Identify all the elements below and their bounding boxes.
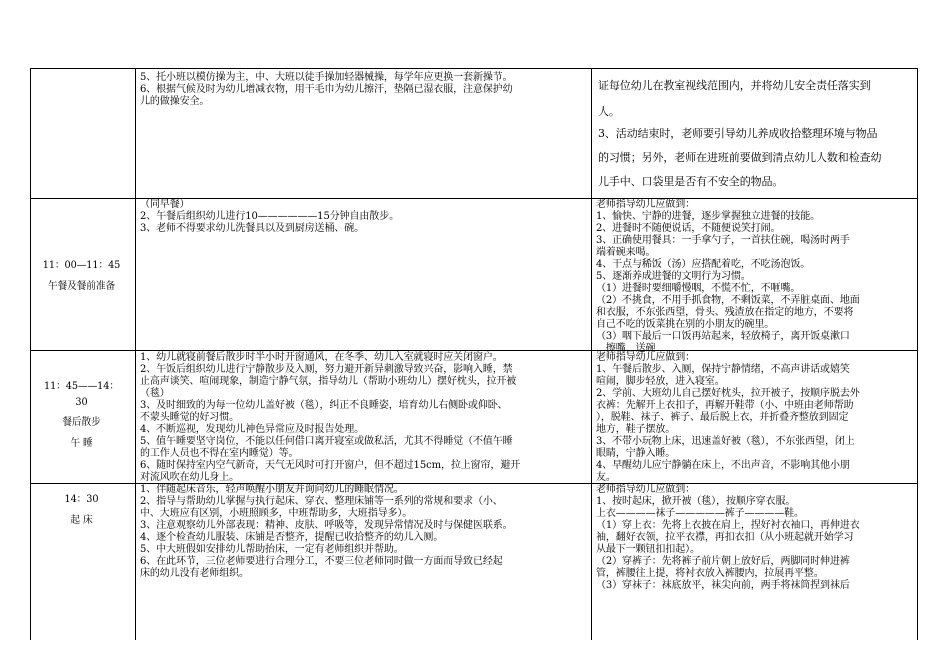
text-line: 自己不吃的饭菜挑在别的小朋友的碗里。 — [596, 319, 775, 330]
text-line: （1）进餐时要细嚼慢咽，不慌不忙，不咂嘴。 — [596, 283, 801, 294]
text-line: 的工作人员也不得在室内睡觉）等。 — [140, 448, 299, 459]
time-range: 11：45——14： — [44, 381, 119, 392]
text-line: 2、午饭后组织幼儿进行宁静散步及入厕，努力避开新异刺激导致兴奋，影响入睡，禁 — [140, 364, 513, 375]
text-line: 2、进餐时不随便说话，不随便说笑打闹。 — [596, 223, 781, 234]
text-line: ，擦嘴，送碗 — [596, 343, 656, 354]
text-line: 老师指导幼儿应做到： — [596, 352, 695, 363]
time-range: 11：00—11：45 — [42, 260, 121, 271]
text-line: 老师指导幼儿应做到： — [596, 484, 695, 495]
text-line: 5、中大班假如安排幼儿帮助抬床，一定有老师组织并帮助。 — [140, 544, 404, 555]
text-line: 证每位幼儿在教室视线范围内，并将幼儿安全责任落实到 — [598, 79, 871, 92]
text-line: 5、逐渐养成进餐的文明行为习惯。 — [596, 271, 751, 282]
text-line: 眼睛，宁静入睡。 — [596, 448, 676, 459]
text-line: 5、值午睡要坚守岗位，不能以任何借口离开寝室或做私活，尤其不得睡觉（不值午睡 — [140, 436, 513, 447]
text-line: 3、老师不得要求幼儿洗餐具以及到厨房送桶、碗。 — [140, 223, 365, 234]
text-line: 3、活动结束时，老师要引导幼儿养成收拾整理环境与物品 — [598, 127, 878, 140]
text-line: 1、伴随起床音乐，轻声唤醒小朋友并询问幼儿的睡眠情况。 — [140, 484, 404, 495]
text-line: 袖，翻好衣领，拉平衣襟，再扣衣扣（从小班起就开始学习 — [596, 532, 854, 543]
text-line: 床的幼儿没有老师组织。 — [140, 568, 249, 579]
activity-name: 午餐及餐前准备 — [47, 281, 116, 292]
text-line: 不蒙头睡觉的好习惯。 — [140, 412, 239, 423]
text-line: 儿手中、口袋里是否有不安全的物品。 — [598, 175, 784, 188]
text-line: 止高声谈笑、喧闹现象，制造宁静气氛，指导幼儿（帮助小班幼儿）摆好枕头，拉开被 — [140, 376, 517, 387]
text-line: （3）穿袜子：袜底放平，袜尖向前，两手将袜筒捏到袜后 — [596, 580, 850, 591]
text-line: （毯） — [140, 388, 170, 399]
text-line: 3、正确使用餐具：一手拿勺子，一首扶住碗，喝汤时两手 — [596, 235, 850, 246]
text-line: 儿的做操安全。 — [140, 96, 210, 107]
text-line: 6、随时保持室内空气新奇，天气无风时可打开窗户，但不超过15cm，拉上窗帘，避开 — [140, 460, 521, 471]
text-line: 1、午餐后散步、入厕，保持宁静情绪，不高声讲话或嬉笑 — [596, 364, 850, 375]
text-line: 2、学前、大班幼儿自己摆好枕头，拉开被子，按顺序脱去外 — [596, 388, 860, 399]
text-line: 1、按时起床，掀开被（毯），按顺序穿衣服。 — [596, 496, 796, 507]
text-line: 管，裤腰往上提，将衬衣放入裤腰内，拉展再平整。 — [596, 568, 824, 579]
text-line: 4、逐个检查幼儿服装、床铺是否整齐，提醒已收拾整齐的幼儿入厕。 — [140, 532, 444, 543]
text-line: 对流风吹在幼儿身上。 — [140, 472, 239, 483]
text-line: 5、托小班以模仿操为主，中、大班以徒手操加轻器械操，每学年应更换一套新操节。 — [140, 72, 513, 83]
text-line: 老师指导幼儿应做到： — [596, 199, 695, 210]
time-range: 30 — [75, 397, 88, 408]
text-line: 友。 — [596, 472, 616, 483]
text-line: 端着碗来喝。 — [596, 247, 656, 258]
text-line: 和衣服，不东张西望，骨头、残渣放在指定的地方，不要将 — [596, 307, 854, 318]
text-line: 1、愉快、宁静的进餐，逐步掌握独立进餐的技能。 — [596, 211, 821, 222]
text-line: 人。 — [598, 105, 620, 118]
text-line: 3、不带小玩物上床，迅速盖好被（毯），不东张西望，闭上 — [596, 436, 855, 447]
activity-name: 起 床 — [70, 515, 93, 526]
text-line: 上衣————袜子—————裤子————鞋。 — [596, 508, 804, 519]
text-line: 4、干点与稀饭（汤）应搭配着吃，不吃汤泡饭。 — [596, 259, 811, 270]
text-line: 1、幼儿就寝前餐后散步时半小时开窗通风，在冬季、幼儿入室就寝时应关闭窗户。 — [140, 352, 503, 363]
activity-name: 午 睡 — [70, 438, 93, 449]
text-line: 从最下一颗钮扣扣起）。 — [596, 544, 700, 555]
text-line: 6、根据气候及时为幼儿增减衣物，用干毛巾为幼儿擦汗，垫隔已湿衣服，注意保护幼 — [140, 84, 513, 95]
activity-name: 餐后散步 — [62, 417, 101, 428]
text-line: 4、不断巡视，发现幼儿神色异常应及时报告处理。 — [140, 424, 365, 435]
text-line: （3）咽下最后一口饭再站起来，轻放椅子，离开饭桌漱口 — [596, 331, 850, 342]
text-line: 6、在此环节，三位老师要进行合理分工，不要三位老师同时做一方面而导致已经起 — [140, 556, 503, 567]
text-line: （同早餐） — [140, 199, 190, 210]
text-line: 衣裤：先解开上衣扣子，再解开鞋带（小、中班由老师帮助 — [596, 400, 854, 411]
text-line: 3、注意观察幼儿外部表现：精神、皮肤、呼吸等，发现异常情况及时与保健医联系。 — [140, 520, 513, 531]
text-line: （2）不挑食，不用手抓食物，不剩饭菜，不弄脏桌面、地面 — [596, 295, 860, 306]
text-line: （2）穿裤子：先将裤子前片朝上放好后，两脚同时伸进裤 — [596, 556, 850, 567]
text-line: （1）穿上衣：先将上衣披在肩上，捏好衬衣袖口，再伸进衣 — [596, 520, 860, 531]
time-range: 14：30 — [64, 494, 99, 505]
text-line: 2、午餐后组织幼儿进行10——————15分钟自由散步。 — [140, 211, 400, 222]
text-line: 地方，鞋子摆放。 — [596, 424, 676, 435]
text-line: 4、早醒幼儿应宁静躺在床上，不出声音，不影响其他小朋 — [596, 460, 850, 471]
text-line: 的习惯；另外，老师在进班前要做到清点幼儿人数和检查幼 — [598, 151, 882, 164]
text-line: 2、指导与帮助幼儿掌握与执行起床、穿衣、整理床铺等一系列的常规和要求（小、 — [140, 496, 503, 507]
text-line: 中、大班应有区别，小班照顾多，中班帮助多，大班指导多）。 — [140, 508, 413, 519]
text-line: ），脱鞋、袜子、裤子、最后脱上衣，并折叠齐整放到固定 — [596, 412, 849, 423]
text-line: 喧闹，脚步轻放，进入寝室。 — [596, 376, 725, 387]
text-line: 3、及时细致的为每一位幼儿盖好被（毯），纠正不良睡姿，培育幼儿右侧卧或仰卧、 — [140, 400, 508, 411]
